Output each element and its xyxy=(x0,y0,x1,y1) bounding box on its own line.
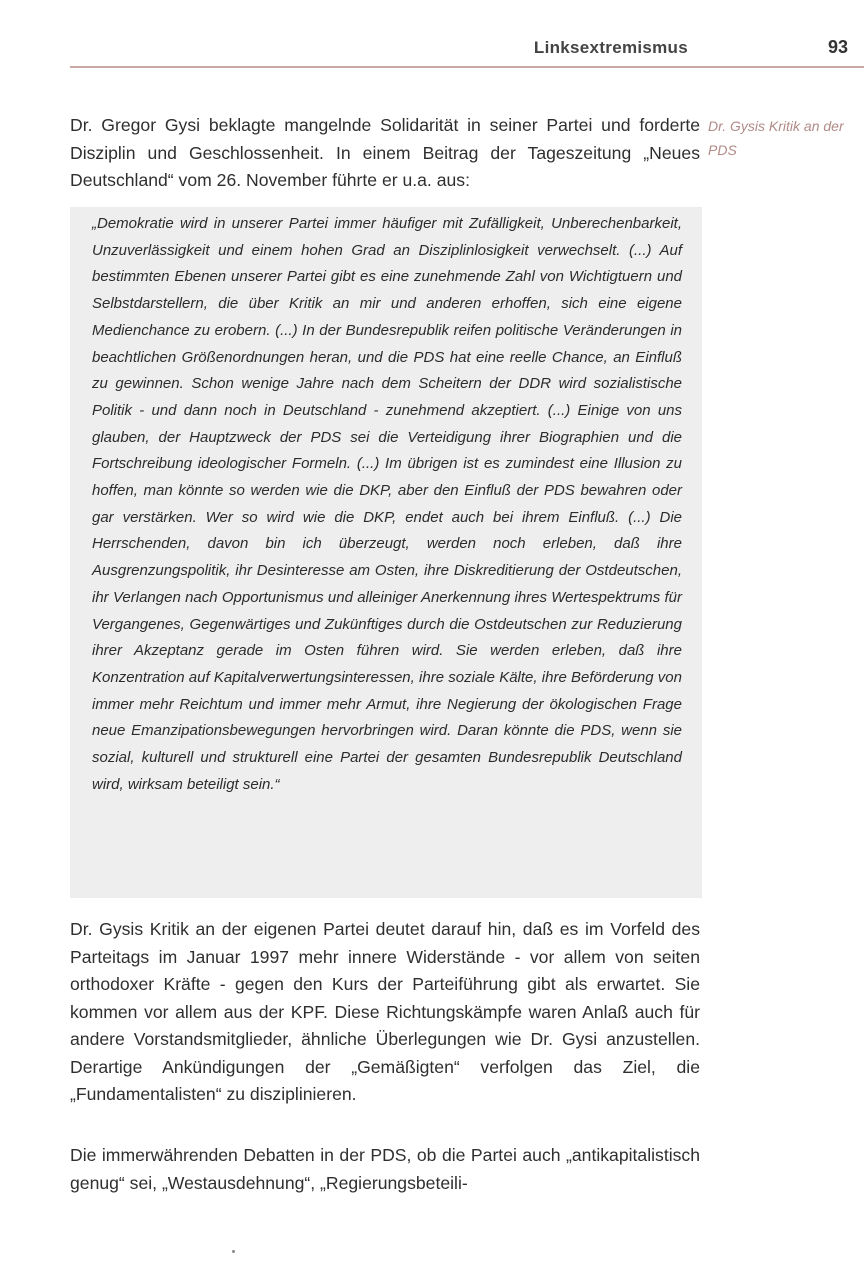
analysis-paragraph: Dr. Gysis Kritik an der eigenen Partei deutet darauf hin, daß es im Vorfeld des Parteitags im Januar 1997 mehr innere Widerstände - vor allem von seiten orthodoxer Kräfte - gegen den Kurs der Parteiführung gibt als erwartet. Sie kommen vor allem aus der KPF. Diese Richtungskämpfe waren Anlaß auch für andere Vorstandsmitglieder, ähnliche Überlegungen wie Dr. Gysi anzustellen. Derartige Ankündigungen der „Gemäßigten“ verfolgen das Ziel, die „Fundamentalisten“ zu disziplinieren. xyxy=(70,919,700,1104)
running-head: Linksextremismus xyxy=(533,38,688,57)
page-number: 93 xyxy=(827,37,848,57)
header-rule xyxy=(70,66,864,68)
closing-paragraph: Die immerwährenden Debatten in der PDS, ob die Partei auch „antikapitalistisch genug“ sei, „Westausdehnung“, „Regierungsbeteili- xyxy=(70,1145,700,1193)
quote-paragraph: „Demokratie wird in unserer Partei immer häufiger mit Zufälligkeit, Unberechenbarkeit, Unzuverlässigkeit und einem hohen Grad an Disziplinlosigkeit verwechselt. (...) Auf bestimmten Ebenen unserer Partei gibt es eine zunehmende Zahl von Wichtigtuern und Selbstdarstellern, die über Kritik an mir und anderen erhoffen, sich eine eigene Medienchance zu erobern. (...) In der Bundesrepublik reifen politische Veränderungen in beachtlichen Größenordnungen heran, und die PDS hat eine reelle Chance, an Einfluß zu gewinnen. Schon wenige Jahre nach dem Scheitern der DDR wird sozialistische Politik - und dann noch in Deutschland - zunehmend akzeptiert. (...) Einige von uns glauben, der Hauptzweck der PDS sei die Verteidigung ihrer Biographien und die Fortschreibung ideologischer Formeln. (...) Im übrigen ist es zumindest eine Illusion zu hoffen, man könnte so werden wie die DKP, aber den Einfluß der PDS bewahren oder gar verstärken. Wer so wird wie die DKP, endet auch bei ihrem Einfluß. (...) Die Herrschenden, davon bin ich überzeugt, werden noch erleben, daß ihre Ausgrenzungspolitik, ihr Desinteresse am Osten, ihre Diskreditierung der Ostdeutschen, ihr Verlangen nach Opportunismus und alleiniger Anerkennung ihres Wertespektrums für Vergangenes, Gegenwärtiges und Zukünftiges durch die Ostdeutschen zur Reduzierung ihrer Akzeptanz gerade im Osten führen wird. Sie werden erleben, daß ihre Konzentration auf Kapitalverwertungsinteressen, ihre soziale Kälte, ihre Beförderung von immer mehr Reichtum und immer mehr Armut, ihre Negierung der ökologischen Frage neue Emanzipationsbewegungen hervorbringen wird. Daran könnte die PDS, wenn sie sozial, kulturell und strukturell eine Partei der gesamten Bundesrepublik Deutschland wird, wirksam beteiligt sein.“ xyxy=(92,215,682,793)
scan-speck xyxy=(232,1250,235,1253)
intro-paragraph: Dr. Gregor Gysi beklagte mangelnde Solidarität in seiner Partei und forderte Disziplin und Geschlossenheit. In einem Beitrag der Tageszeitung „Neues Deutschland“ vom 26. November führte er u.a. aus: xyxy=(70,115,700,190)
page-header xyxy=(70,0,864,62)
margin-note: Dr. Gysis Kritik an der PDS xyxy=(708,118,844,158)
